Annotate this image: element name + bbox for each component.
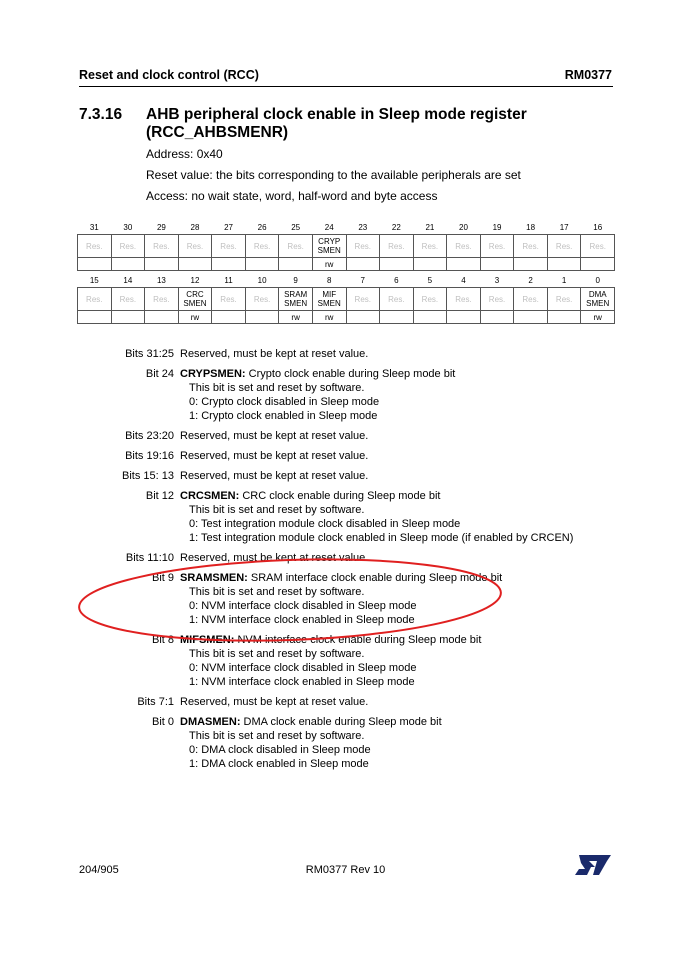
header-doc-id: RM0377 (564, 68, 612, 82)
bit-detail-line: This bit is set and reset by software. (189, 586, 365, 598)
bit-label: Bits 15: 13 (122, 470, 174, 482)
reserved-field: Res. (346, 288, 380, 311)
bit-number: 18 (526, 223, 536, 232)
footer-page-number: 204/905 (79, 864, 119, 876)
bit-number: 3 (494, 276, 500, 285)
bit-detail-line: 0: DMA clock disabled in Sleep mode (189, 744, 371, 756)
bit-field: CRYP SMEN (312, 235, 346, 258)
bit-field: CRC SMEN (178, 288, 212, 311)
register-reset-value: Reset value: the bits corresponding to the available peripherals are set (146, 168, 521, 182)
reserved-field: Res. (547, 235, 581, 258)
reserved-field: Res. (514, 235, 548, 258)
bit-label: Bits 23:20 (125, 430, 174, 442)
bit-number: 28 (190, 223, 200, 232)
reserved-field: Res. (380, 288, 414, 311)
bit-number: 21 (425, 223, 435, 232)
bit-access: rw (312, 311, 346, 324)
bit-number: 6 (394, 276, 399, 285)
bit-label: Bit 24 (145, 368, 174, 380)
bit-access: rw (279, 311, 313, 324)
reserved-field: Res. (145, 235, 179, 258)
bit-detail-line: 1: NVM interface clock enabled in Sleep mode (189, 614, 415, 626)
reserved-field: Res. (178, 235, 212, 258)
bit-detail-line: This bit is set and reset by software. (189, 730, 365, 742)
reserved-field: Res. (413, 288, 447, 311)
bit-summary-text: Reserved, must be kept at reset value. (180, 696, 369, 708)
reserved-field: Res. (111, 235, 145, 258)
reserved-field: Res. (212, 288, 246, 311)
bit-detail-line: 1: Crypto clock enabled in Sleep mode (189, 410, 378, 422)
bit-access: rw (178, 311, 212, 324)
bit-access: rw (581, 311, 615, 324)
header-section-title: Reset and clock control (RCC) (79, 68, 259, 82)
bit-number: 1 (561, 276, 567, 285)
bit-field-name: SRAMSMEN: (180, 572, 248, 584)
reserved-field: Res. (111, 288, 145, 311)
reserved-field: Res. (447, 288, 481, 311)
bit-summary-text: SRAM interface clock enable during Sleep mode bit (247, 572, 503, 584)
bit-detail-line: 0: NVM interface clock disabled in Sleep mode (189, 662, 417, 674)
bit-field: MIF SMEN (312, 288, 346, 311)
bit-label: Bit 0 (151, 716, 174, 728)
bit-field: SRAM SMEN (279, 288, 313, 311)
bit-summary-text: Reserved, must be kept at reset value. (180, 450, 369, 462)
bit-number: 30 (123, 223, 133, 232)
bit-number: 20 (459, 223, 468, 232)
reserved-field: Res. (514, 288, 548, 311)
section-title: AHB peripheral clock enable in Sleep mode register (RCC_AHBSMENR) (146, 106, 527, 141)
reserved-field: Res. (212, 235, 246, 258)
bit-number: 26 (257, 223, 267, 232)
bit-detail-line: 0: Test integration module clock disabled in Sleep mode (189, 518, 461, 530)
reserved-field: Res. (447, 235, 481, 258)
bit-summary-text: Crypto clock enable during Sleep mode bit (245, 368, 456, 380)
bit-label: Bits 31:25 (125, 348, 174, 360)
bit-detail-line: 0: NVM interface clock disabled in Sleep mode (189, 600, 417, 612)
st-logo-icon (573, 853, 613, 877)
bit-field-name: CRCSMEN: (180, 490, 240, 502)
bit-label: Bits 11:10 (125, 552, 174, 564)
reserved-field: Res. (480, 288, 514, 311)
bit-number: 9 (293, 276, 298, 285)
reserved-field: Res. (380, 235, 414, 258)
bit-number: 14 (123, 276, 133, 285)
section-number: 7.3.16 (79, 106, 123, 123)
bit-number: 24 (324, 223, 334, 232)
bit-number: 0 (595, 276, 600, 285)
bit-number: 13 (156, 276, 166, 285)
bit-detail-line: 1: DMA clock enabled in Sleep mode (189, 758, 369, 770)
bit-number: 7 (360, 276, 365, 285)
reserved-field: Res. (78, 288, 112, 311)
bit-number: 31 (89, 223, 99, 232)
bit-number: 23 (358, 223, 368, 232)
bit-detail-line: This bit is set and reset by software. (189, 504, 365, 516)
register-address: Address: 0x40 (146, 147, 223, 161)
bit-detail-line: 0: Crypto clock disabled in Sleep mode (189, 396, 380, 408)
bit-summary-text: Reserved, must be kept at reset value. (180, 430, 369, 442)
bit-detail-line: 1: Test integration module clock enabled in Sleep mode (if enabled by CRCEN) (189, 532, 574, 544)
bit-number: 27 (224, 223, 233, 232)
bit-field: DMA SMEN (581, 288, 615, 311)
bit-number: 4 (461, 276, 466, 285)
register-access: Access: no wait state, word, half-word and byte access (146, 189, 438, 203)
bit-label: Bit 9 (151, 572, 174, 584)
bit-summary-text: CRC clock enable during Sleep mode bit (239, 490, 441, 502)
reserved-field: Res. (245, 235, 279, 258)
bit-number: 2 (528, 276, 533, 285)
bit-access: rw (312, 258, 346, 271)
bit-summary-text: Reserved, must be kept at reset value. (180, 470, 369, 482)
bit-label: Bits 7:1 (137, 696, 174, 708)
bit-field-name: CRYPSMEN: (180, 368, 246, 380)
bit-summary-text: Reserved, must be kept at reset value. (180, 552, 369, 564)
reserved-field: Res. (581, 235, 615, 258)
bit-summary-text: NVM interface clock enable during Sleep mode bit (234, 634, 482, 646)
bit-number: 11 (224, 276, 233, 285)
bit-detail-line: 1: NVM interface clock enabled in Sleep mode (189, 676, 415, 688)
bit-number: 19 (492, 223, 502, 232)
reserved-field: Res. (78, 235, 112, 258)
bit-label: Bits 19:16 (125, 450, 174, 462)
reserved-field: Res. (245, 288, 279, 311)
reserved-field: Res. (145, 288, 179, 311)
bit-label: Bit 12 (145, 490, 174, 502)
bit-number: 12 (190, 276, 200, 285)
reserved-field: Res. (547, 288, 581, 311)
bit-number: 8 (326, 276, 332, 285)
bit-number: 29 (156, 223, 166, 232)
bit-number: 5 (427, 276, 433, 285)
footer-doc-revision: RM0377 Rev 10 (305, 864, 386, 876)
bit-label: Bit 8 (151, 634, 174, 646)
bit-number: 16 (593, 223, 603, 232)
bit-summary-text: DMA clock enable during Sleep mode bit (240, 716, 442, 728)
bit-number: 22 (391, 223, 401, 232)
bit-field-name: DMASMEN: (180, 716, 241, 728)
bit-summary-text: Reserved, must be kept at reset value. (180, 348, 369, 360)
bit-field-name: MIFSMEN: (180, 634, 235, 646)
bit-number: 15 (89, 276, 99, 285)
bit-number: 25 (291, 223, 301, 232)
bit-detail-line: This bit is set and reset by software. (189, 382, 365, 394)
reserved-field: Res. (346, 235, 380, 258)
bit-number: 17 (559, 223, 569, 232)
bit-detail-line: This bit is set and reset by software. (189, 648, 365, 660)
reserved-field: Res. (279, 235, 313, 258)
reserved-field: Res. (480, 235, 514, 258)
reserved-field: Res. (413, 235, 447, 258)
bit-number: 10 (257, 276, 267, 285)
